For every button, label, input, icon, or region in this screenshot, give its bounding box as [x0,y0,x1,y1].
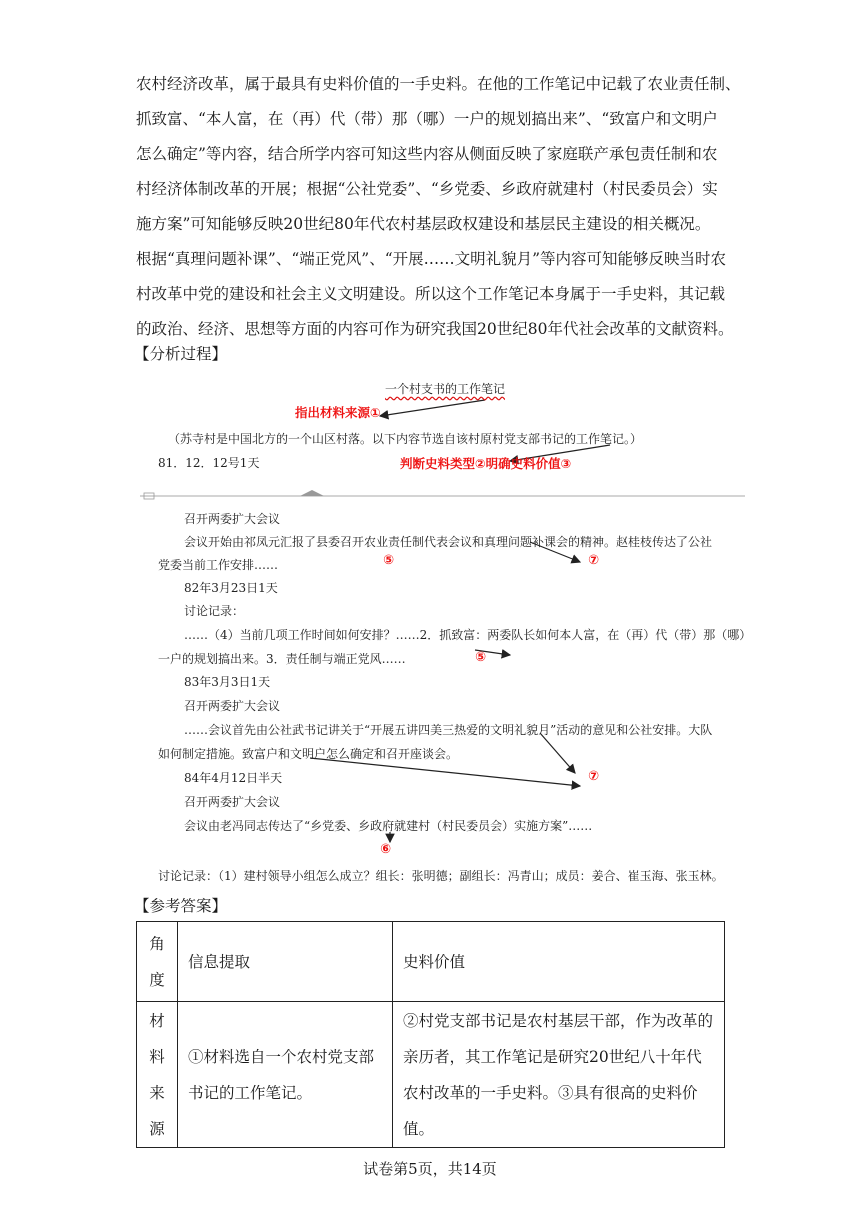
analysis-heading: 【分析过程】 [134,345,228,363]
paragraph-line: 根据“真理问题补课”、“端正党风”、“开展……文明礼貌月”等内容可知能够反映当时农 [136,250,727,268]
notebook-line: 召开两委扩大会议 [184,512,281,526]
notebook-date: 81．12．12号1天 [158,456,260,470]
notebook-line: ……（4）当前几项工作时间如何安排？……2．抓致富：两委队长如何本人富，在（再）代（带）那（哪） [184,628,752,642]
notebook-date: 82年3月23日1天 [184,581,278,595]
notebook-line: 一户的规划搞出来。3．责任制与端正党风…… [158,652,406,666]
marker-5: ⑤ [475,650,487,665]
header-value: 史料价值 [393,922,725,1002]
notebook-intro: （苏寺村是中国北方的一个山区村落。以下内容节选自该村原村党支部书记的工作笔记。） [168,432,643,446]
paragraph-line: 施方案”可知能够反映20世纪80年代农村基层政权建设和基层民主建设的相关概况。 [136,215,711,233]
cell-angle: 材料来源 [137,1002,178,1148]
page-footer: 试卷第5页，共14页 [363,1160,497,1178]
marker-7: ⑦ [588,553,600,568]
answer-heading: 【参考答案】 [134,897,228,915]
notebook-line: 召开两委扩大会议 [184,699,281,713]
answer-table [136,921,725,1148]
paragraph-line: 农村经济改革，属于最具有史料价值的一手史料。在他的工作笔记中记载了农业责任制、 [136,75,741,93]
cell-info: ①材料选自一个农村党支部书记的工作笔记。 [178,1002,393,1148]
notebook-line: 会议开始由祁凤元汇报了县委召开农业责任制代表会议和真理问题补课会的精神。赵桂枝传达了公社 [184,535,713,549]
header-info: 信息提取 [178,922,393,1002]
notebook-line: 会议由老冯同志传达了“乡党委、乡政府就建村（村民委员会）实施方案”…… [184,819,593,833]
annotated-notebook-figure [140,370,760,890]
cell-value: ②村党支部书记是农村基层干部，作为改革的亲历者，其工作笔记是研究20世纪八十年代农村改革的一手史料。③具有很高的史料价值。 [393,1002,725,1148]
notebook-line: 如何制定措施。致富户和文明户怎么确定和召开座谈会。 [158,747,459,761]
notebook-date: 84年4月12日半天 [184,771,283,785]
table-row [137,1002,725,1148]
paragraph-line: 怎么确定”等内容，结合所学内容可知这些内容从侧面反映了家庭联产承包责任制和农 [136,145,718,163]
notebook-line: 党委当前工作安排…… [158,558,279,572]
notebook-line: 讨论记录： [184,604,245,618]
annotation-type-value: 判断史料类型②明确史料价值③ [400,456,572,471]
notebook-date: 83年3月3日1天 [184,675,271,689]
notebook-line: 讨论记录：（1）建村领导小组怎么成立？组长：张明德；副组长：冯青山；成员：姜合、崔玉海、张玉林。 [158,869,724,883]
marker-6: ⑥ [380,842,392,857]
notebook-title: 一个村支书的工作笔记 [385,382,506,396]
notebook-line: ……会议首先由公社武书记讲关于“开展五讲四美三热爱的文明礼貌月”活动的意见和公社安排。大队 [184,723,713,737]
paragraph-line: 抓致富、“本人富，在（再）代（带）那（哪）一户的规划搞出来”、“致富户和文明户 [136,110,718,128]
table-header-row [137,922,725,1002]
header-angle: 角度 [137,922,178,1002]
answer-paragraph [136,67,741,347]
notebook-line: 召开两委扩大会议 [184,795,281,809]
paragraph-line: 村经济体制改革的开展；根据“公社党委”、“乡党委、乡政府就建村（村民委员会）实 [136,180,718,198]
paragraph-line: 的政治、经济、思想等方面的内容可作为研究我国20世纪80年代社会改革的文献资料。 [136,320,734,338]
paragraph-line: 村改革中党的建设和社会主义文明建设。所以这个工作笔记本身属于一手史料，其记载 [136,285,726,303]
marker-7: ⑦ [588,769,600,784]
annotation-source: 指出材料来源① [295,405,381,420]
marker-5: ⑤ [383,553,395,568]
